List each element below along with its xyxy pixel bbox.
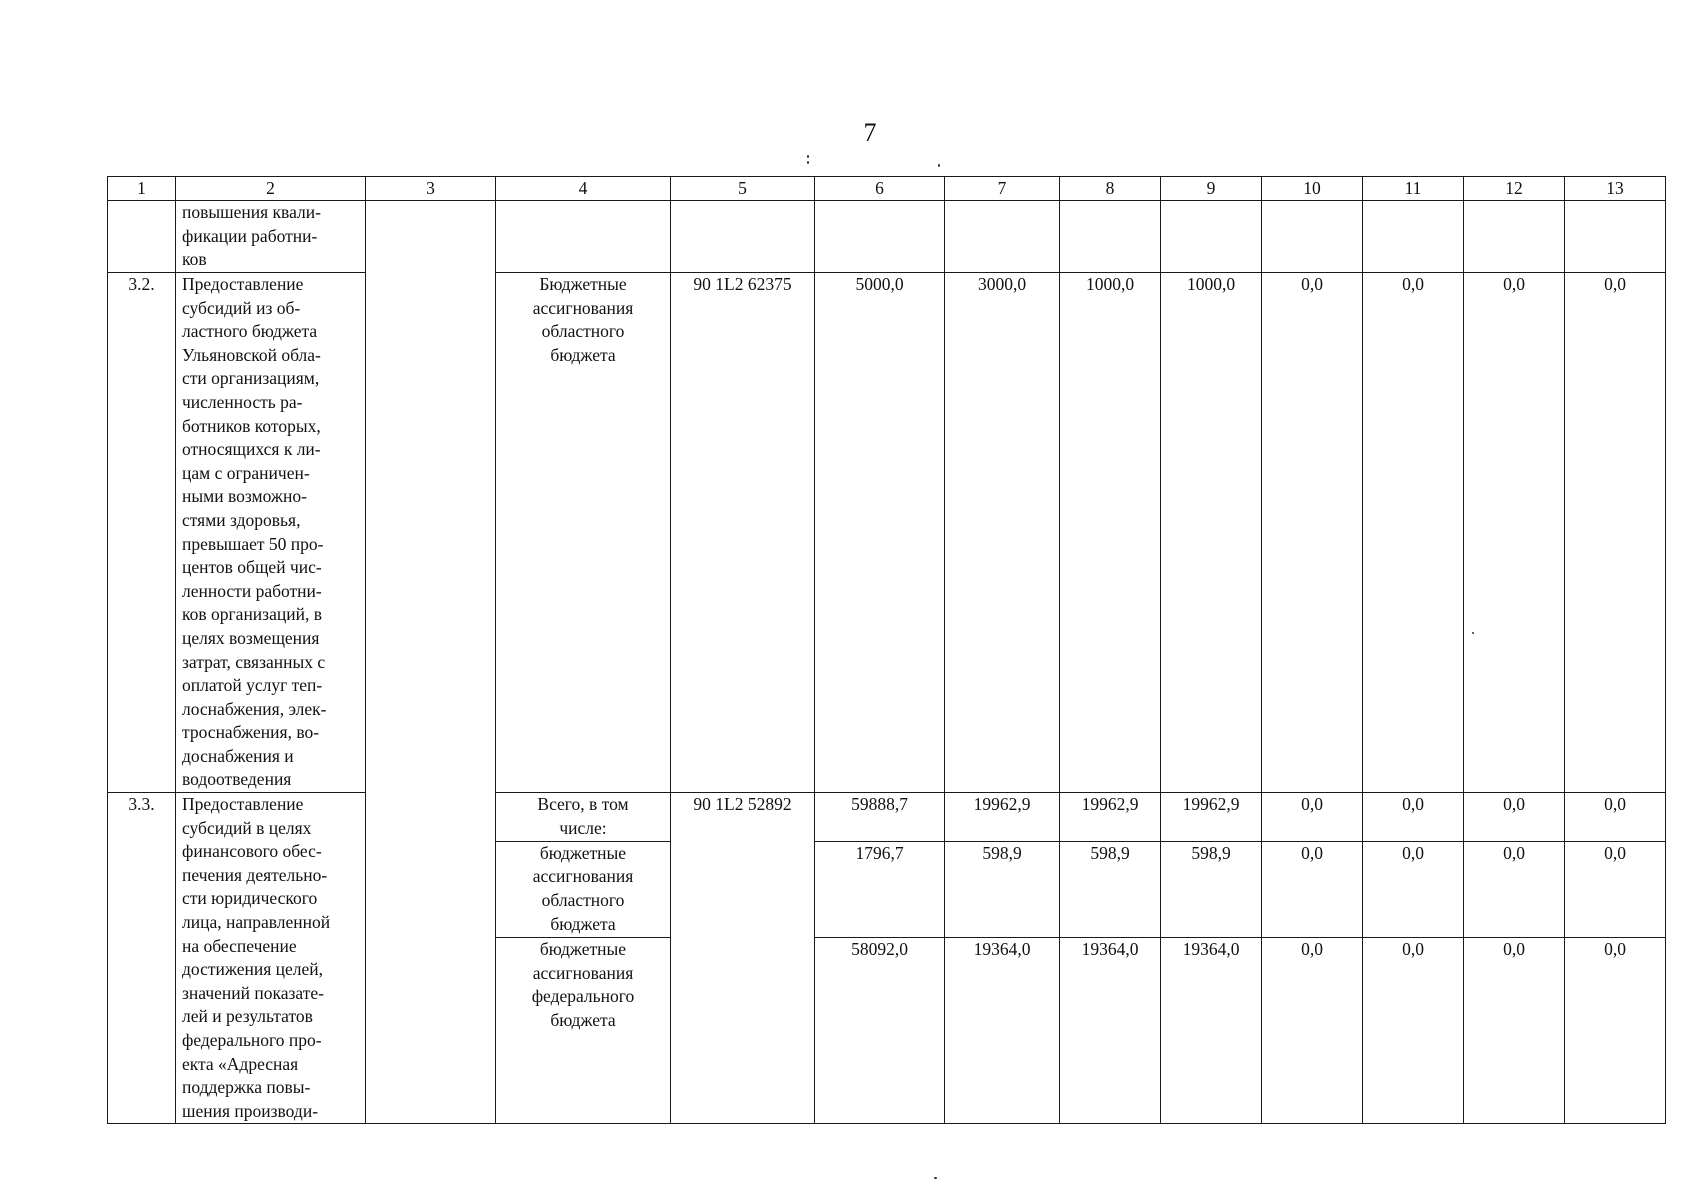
cell-description bbox=[176, 201, 366, 273]
description-line: Предоставление bbox=[182, 274, 304, 294]
cell-value-col13: 0,0 bbox=[1565, 273, 1666, 793]
description-line: цам с ограничен- bbox=[182, 462, 310, 483]
cell-value-col13: 0,0 bbox=[1565, 841, 1666, 937]
cell-value-col9: 19962,9 bbox=[1161, 793, 1262, 842]
description-line: субсидий в целях bbox=[182, 817, 312, 838]
source-line: Бюджетные bbox=[539, 274, 627, 294]
cell-value-col11: 0,0 bbox=[1363, 938, 1464, 1124]
description-line: ков bbox=[182, 249, 207, 270]
cell-value-col9: 598,9 bbox=[1161, 841, 1262, 937]
cell-value bbox=[815, 201, 945, 273]
description-line: лица, направленной bbox=[182, 912, 331, 933]
description-line: целях возмещения bbox=[182, 627, 320, 648]
source-line: Всего, в том bbox=[537, 794, 629, 815]
description-line: относящихся к ли- bbox=[182, 439, 321, 460]
description-line: ков организаций, в bbox=[182, 604, 322, 625]
header-row bbox=[108, 177, 1666, 201]
description-line: достижения целей, bbox=[182, 959, 324, 980]
cell-value-col10: 0,0 bbox=[1262, 841, 1363, 937]
description-line: Предоставление bbox=[182, 794, 304, 815]
header-col-3: 3 bbox=[366, 177, 496, 201]
description-line: ластного бюджета bbox=[182, 321, 318, 342]
description-line: ленности работни- bbox=[182, 580, 322, 601]
source-line: ассигнования bbox=[532, 297, 634, 318]
cell-code: 90 1L2 62375 bbox=[671, 273, 815, 793]
cell-value-col7: 19364,0 bbox=[945, 938, 1060, 1124]
description-line: доснабжения и bbox=[182, 745, 294, 766]
table-row-continuation bbox=[108, 201, 1666, 273]
source-line: бюджета bbox=[550, 1010, 616, 1031]
cell-description bbox=[176, 793, 366, 1124]
description-line: значений показате- bbox=[182, 982, 324, 1003]
cell-value-col13: 0,0 bbox=[1565, 793, 1666, 842]
cell-value bbox=[1262, 201, 1363, 273]
description-line: на обеспечение bbox=[182, 935, 297, 956]
cell-value-col9: 1000,0 bbox=[1161, 273, 1262, 793]
description-line: затрат, связанных с bbox=[182, 651, 326, 672]
cell-value-col8: 598,9 bbox=[1060, 841, 1161, 937]
cell-value-col7: 598,9 bbox=[945, 841, 1060, 937]
cell-value-col12: 0,0 bbox=[1464, 841, 1565, 937]
cell-value bbox=[1565, 201, 1666, 273]
cell-col3 bbox=[366, 201, 496, 1124]
table-row-3-3-total bbox=[108, 793, 1666, 842]
cell-value-col13: 0,0 bbox=[1565, 938, 1666, 1124]
cell-value-col6: 59888,7 bbox=[815, 793, 945, 842]
cell-code: 90 1L2 52892 bbox=[671, 793, 815, 1124]
description-line: стями здоровья, bbox=[182, 509, 301, 530]
cell-source bbox=[496, 793, 671, 842]
description-line: шения производи- bbox=[182, 1100, 319, 1121]
source-line: ассигнования bbox=[532, 962, 634, 983]
cell-value-col8: 19364,0 bbox=[1060, 938, 1161, 1124]
description-line: ботников которых, bbox=[182, 415, 321, 436]
description-line: сти юридического bbox=[182, 888, 318, 909]
cell-value-col11: 0,0 bbox=[1363, 793, 1464, 842]
cell-source bbox=[496, 273, 671, 793]
header-col-13: 13 bbox=[1565, 177, 1666, 201]
cell-source bbox=[496, 938, 671, 1124]
cell-value-col10: 0,0 bbox=[1262, 793, 1363, 842]
header-col-6: 6 bbox=[815, 177, 945, 201]
description-line: финансового обес- bbox=[182, 841, 322, 862]
source-line: федерального bbox=[531, 986, 635, 1007]
description-line: федерального про- bbox=[182, 1030, 322, 1050]
description-line: троснабжения, во- bbox=[182, 722, 320, 743]
cell-value-col12: 0,0 bbox=[1464, 793, 1565, 842]
cell-value bbox=[1363, 201, 1464, 273]
description-line: фикации работни- bbox=[182, 225, 318, 246]
cell-value-col10: 0,0 bbox=[1262, 273, 1363, 793]
header-col-9: 9 bbox=[1161, 177, 1262, 201]
cell-value-col8: 19962,9 bbox=[1060, 793, 1161, 842]
cell-value-col7: 19962,9 bbox=[945, 793, 1060, 842]
description-line: лей и результатов bbox=[182, 1006, 313, 1027]
description-line: водоотведения bbox=[182, 769, 292, 790]
source-line: бюджета bbox=[550, 344, 616, 365]
cell-number: 3.2. bbox=[108, 273, 176, 793]
cell-source bbox=[496, 201, 671, 273]
source-line: бюджетные bbox=[539, 939, 627, 960]
header-col-11: 11 bbox=[1363, 177, 1464, 201]
description-line: сти организациям, bbox=[182, 368, 320, 389]
cell-value-col7: 3000,0 bbox=[945, 273, 1060, 793]
description-line: екта «Адресная bbox=[182, 1053, 299, 1074]
source-line: бюджета bbox=[550, 913, 616, 934]
scan-speck bbox=[807, 161, 809, 164]
source-line: бюджетные bbox=[539, 842, 627, 863]
cell-value-col9: 19364,0 bbox=[1161, 938, 1262, 1124]
description-line: субсидий из об- bbox=[182, 297, 301, 318]
cell-code bbox=[671, 201, 815, 273]
cell-value-col10: 0,0 bbox=[1262, 938, 1363, 1124]
scan-speck bbox=[807, 155, 809, 158]
cell-value-col11: 0,0 bbox=[1363, 273, 1464, 793]
cell-value bbox=[1464, 201, 1565, 273]
header-col-7: 7 bbox=[945, 177, 1060, 201]
description-line: центов общей чис- bbox=[182, 557, 322, 578]
source-line: областного bbox=[541, 321, 625, 342]
cell-value-col12: 0,0 bbox=[1464, 938, 1565, 1124]
description-line: превышает 50 про- bbox=[182, 533, 324, 554]
description-line: печения деятельно- bbox=[182, 864, 328, 885]
header-col-5: 5 bbox=[671, 177, 815, 201]
description-line: Ульяновской обла- bbox=[182, 344, 321, 365]
budget-table bbox=[107, 176, 1666, 1124]
cell-value bbox=[1161, 201, 1262, 273]
cell-number: 3.3. bbox=[108, 793, 176, 1124]
cell-value-col11: 0,0 bbox=[1363, 841, 1464, 937]
source-line: областного bbox=[541, 889, 625, 910]
header-col-2: 2 bbox=[176, 177, 366, 201]
cell-source bbox=[496, 841, 671, 937]
source-line: числе: bbox=[559, 817, 607, 838]
table-row-3-2 bbox=[108, 273, 1666, 793]
cell-value-col12: 0,0 bbox=[1464, 273, 1565, 793]
header-col-1: 1 bbox=[108, 177, 176, 201]
cell-value bbox=[1060, 201, 1161, 273]
header-col-12: 12 bbox=[1464, 177, 1565, 201]
header-col-4: 4 bbox=[496, 177, 671, 201]
description-line: поддержка повы- bbox=[182, 1077, 311, 1098]
scan-speck bbox=[938, 164, 940, 167]
scan-speck bbox=[934, 1177, 937, 1179]
source-line: ассигнования bbox=[532, 866, 634, 887]
cell-value-col8: 1000,0 bbox=[1060, 273, 1161, 793]
header-col-10: 10 bbox=[1262, 177, 1363, 201]
description-line: лоснабжения, элек- bbox=[182, 698, 327, 719]
description-line: численность ра- bbox=[182, 391, 303, 412]
cell-value-col6: 58092,0 bbox=[815, 938, 945, 1124]
header-col-8: 8 bbox=[1060, 177, 1161, 201]
description-line: оплатой услуг теп- bbox=[182, 675, 323, 696]
page-number: 7 bbox=[863, 118, 877, 147]
cell-value-col6: 5000,0 bbox=[815, 273, 945, 793]
cell-description bbox=[176, 273, 366, 793]
cell-value-col6: 1796,7 bbox=[815, 841, 945, 937]
cell-number bbox=[108, 201, 176, 273]
description-line: повышения квали- bbox=[182, 202, 321, 222]
cell-value bbox=[945, 201, 1060, 273]
description-line: ными возможно- bbox=[182, 486, 307, 507]
